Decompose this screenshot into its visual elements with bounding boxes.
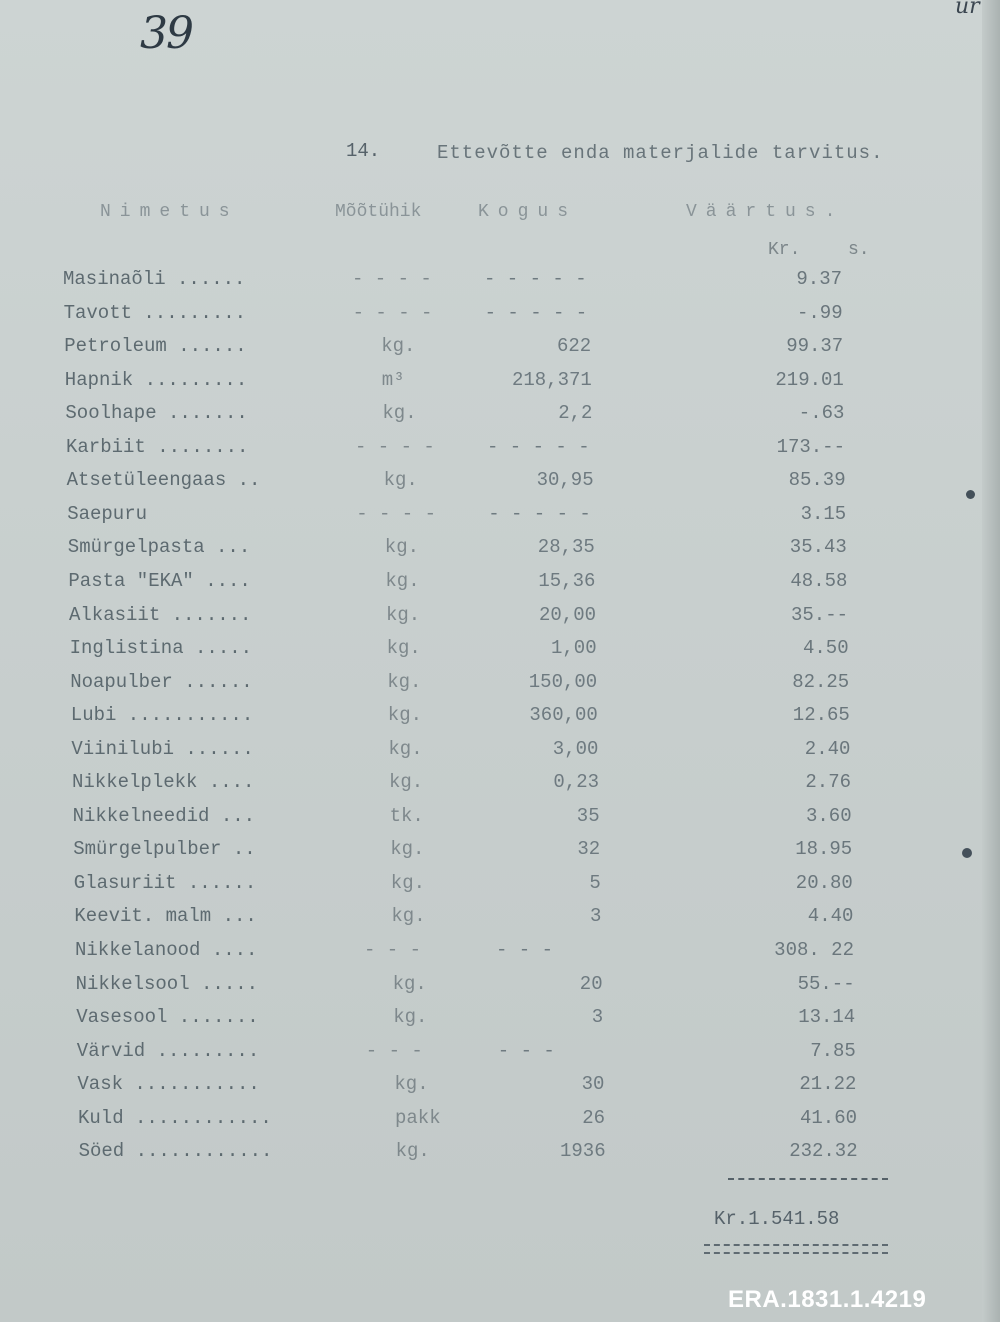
material-unit: kg. <box>385 570 420 592</box>
table-row <box>0 872 1000 902</box>
ink-blot <box>962 848 972 858</box>
material-name: Nikkelanood .... <box>75 939 258 961</box>
material-quantity: 15,36 <box>538 570 596 592</box>
material-name: Vask ........... <box>77 1073 260 1095</box>
material-quantity: 32 <box>577 838 601 860</box>
material-quantity: - - - - - <box>484 268 587 290</box>
material-name: Viinilubi ...... <box>71 738 254 760</box>
material-quantity: - - - - - <box>484 302 588 324</box>
material-value: 173.-- <box>776 436 845 458</box>
material-unit: kg. <box>386 604 421 626</box>
column-header-value: Väärtus. <box>686 202 845 222</box>
material-value: 35.43 <box>789 536 847 558</box>
material-value: 2.76 <box>805 771 851 793</box>
material-quantity: 3 <box>591 1006 604 1028</box>
material-unit: kg. <box>393 1006 428 1028</box>
material-name: Lubi ........... <box>70 704 254 726</box>
table-row <box>0 402 1000 432</box>
material-value: 308. 22 <box>774 939 854 961</box>
column-header-unit: Mõõtühik <box>335 202 422 222</box>
material-quantity: 30,95 <box>536 469 594 491</box>
material-value: 55.-- <box>797 973 855 995</box>
material-quantity: 1936 <box>560 1140 606 1162</box>
material-unit: kg. <box>390 838 425 860</box>
table-row <box>0 805 1000 835</box>
material-unit: - - - - <box>356 503 437 525</box>
table-row <box>0 905 1000 935</box>
material-value: 82.25 <box>792 671 850 693</box>
material-value: 2.40 <box>804 738 851 760</box>
table-row <box>0 335 1000 365</box>
table-row <box>0 1140 1000 1170</box>
material-unit: tk. <box>389 805 424 827</box>
material-quantity: - - - <box>497 1040 555 1062</box>
material-name: Pasta "EKA" .... <box>68 570 251 592</box>
table-row <box>0 1073 1000 1103</box>
table-row <box>0 973 1000 1003</box>
material-name: Atsetüleengaas .. <box>66 469 261 491</box>
ink-blot <box>966 490 975 499</box>
material-quantity: 5 <box>589 872 601 894</box>
material-name: Petroleum ...... <box>64 335 247 357</box>
material-name: Nikkelplekk .... <box>72 771 255 793</box>
material-name: Glasuriit ...... <box>73 872 257 894</box>
column-header-name: Nimetus <box>100 202 239 222</box>
corner-handwritten-mark: ur <box>955 0 980 19</box>
table-row <box>0 436 1000 466</box>
table-row <box>0 469 1000 499</box>
sum-rule <box>728 1178 888 1180</box>
material-quantity: 20 <box>579 973 603 995</box>
value-subheader-sent: s. <box>848 240 870 260</box>
material-name: Värvid ......... <box>76 1040 260 1062</box>
material-value: 3.60 <box>806 805 852 827</box>
material-unit: m³ <box>381 369 405 391</box>
material-value: 41.60 <box>799 1107 857 1129</box>
material-name: Vasesool ....... <box>76 1006 259 1028</box>
material-quantity: 30 <box>581 1073 605 1095</box>
material-quantity: 360,00 <box>529 704 598 726</box>
material-unit: - - - - <box>355 436 435 458</box>
material-name: Nikkelsool ..... <box>75 973 259 995</box>
archive-reference: ERA.1831.1.4219 <box>728 1286 927 1313</box>
material-value: 4.40 <box>807 905 854 927</box>
material-unit: kg. <box>383 469 418 491</box>
material-unit: kg. <box>390 872 426 894</box>
material-unit: kg. <box>384 536 420 558</box>
material-unit: - - - - <box>352 302 433 324</box>
table-row <box>0 1107 1000 1137</box>
material-name: Noapulber ...... <box>70 671 253 693</box>
grand-total: Kr.1.541.58 <box>714 1208 840 1230</box>
material-unit: kg. <box>388 738 423 760</box>
material-unit: pakk <box>395 1107 441 1129</box>
material-value: 219.01 <box>775 369 844 391</box>
material-quantity: 218,371 <box>511 369 592 391</box>
material-name: Hapnik ......... <box>64 369 248 391</box>
material-quantity: 1,00 <box>551 637 597 659</box>
material-unit: kg. <box>392 973 427 995</box>
material-quantity: 2,2 <box>558 402 593 424</box>
material-value: 20.80 <box>795 872 853 894</box>
material-name: Smürgelpasta ... <box>67 536 251 558</box>
table-row <box>0 503 1000 533</box>
material-name: Tavott ......... <box>63 302 247 324</box>
table-row <box>0 1006 1000 1036</box>
material-value: 12.65 <box>792 704 850 726</box>
material-unit: - - - <box>365 1040 423 1062</box>
material-value: 13.14 <box>798 1006 856 1028</box>
material-name: Smürgelpulber .. <box>73 838 256 860</box>
table-row <box>0 268 1000 298</box>
material-value: 18.95 <box>795 838 853 860</box>
material-name: Karbiit ........ <box>66 436 249 458</box>
material-name: Söed ............ <box>78 1140 273 1162</box>
material-name: Inglistina ..... <box>69 637 253 659</box>
handwritten-page-number: 39 <box>140 8 192 59</box>
table-row <box>0 604 1000 634</box>
material-name: Saepuru <box>67 503 148 525</box>
material-unit: - - - <box>364 939 422 961</box>
material-unit: kg. <box>381 335 416 357</box>
material-value: 48.58 <box>790 570 848 592</box>
table-row <box>0 637 1000 667</box>
material-quantity: 35 <box>576 805 600 827</box>
table-row <box>0 704 1000 734</box>
material-unit: kg. <box>389 771 424 793</box>
material-unit: kg. <box>387 671 422 693</box>
material-unit: kg. <box>394 1073 429 1095</box>
material-name: Nikkelneedid ... <box>72 805 256 827</box>
material-value: 9.37 <box>796 268 842 290</box>
material-quantity: 3,00 <box>552 738 599 760</box>
column-header-quantity: Kogus <box>478 202 578 222</box>
material-quantity: 28,35 <box>537 536 595 558</box>
table-row <box>0 536 1000 566</box>
table-row <box>0 738 1000 768</box>
material-unit: kg. <box>395 1140 430 1162</box>
material-name: Alkasiit ....... <box>69 604 252 626</box>
material-value: 232.32 <box>789 1140 858 1162</box>
material-quantity: - - - - - <box>487 436 590 458</box>
material-quantity: 622 <box>556 335 592 357</box>
material-value: 35.-- <box>790 604 848 626</box>
material-value: 3.15 <box>800 503 847 525</box>
material-unit: kg. <box>382 402 417 424</box>
table-row <box>0 771 1000 801</box>
material-value: 7.85 <box>810 1040 856 1062</box>
material-quantity: - - - - - <box>488 503 591 525</box>
material-quantity: 20,00 <box>538 604 596 626</box>
section-title: Ettevõtte enda materjalide tarvitus. <box>437 142 884 164</box>
material-quantity: 0,23 <box>553 771 599 793</box>
table-row <box>0 939 1000 969</box>
material-value: 99.37 <box>786 335 844 357</box>
material-value: 21.22 <box>799 1073 857 1095</box>
table-row <box>0 369 1000 399</box>
material-unit: kg. <box>386 637 421 659</box>
table-row <box>0 570 1000 600</box>
material-name: Soolhape ....... <box>65 402 248 424</box>
double-underline <box>704 1244 888 1254</box>
material-name: Masinaõli ...... <box>63 268 246 290</box>
material-unit: kg. <box>387 704 423 726</box>
material-name: Kuld ............ <box>78 1107 272 1129</box>
material-value: 85.39 <box>788 469 846 491</box>
table-row <box>0 302 1000 332</box>
material-quantity: 150,00 <box>528 671 598 693</box>
material-value: -.63 <box>798 402 845 424</box>
material-unit: - - - - <box>352 268 432 290</box>
value-subheader-kroon: Kr. <box>768 240 801 260</box>
section-number: 14. <box>346 140 381 162</box>
material-unit: kg. <box>391 905 426 927</box>
material-value: -.99 <box>797 302 843 324</box>
material-quantity: - - - <box>496 939 554 961</box>
material-value: 4.50 <box>803 637 849 659</box>
material-quantity: 26 <box>582 1107 605 1129</box>
table-row <box>0 1040 1000 1070</box>
material-name: Keevit. malm ... <box>74 905 257 927</box>
table-row <box>0 671 1000 701</box>
table-row <box>0 838 1000 868</box>
material-quantity: 3 <box>590 905 602 927</box>
